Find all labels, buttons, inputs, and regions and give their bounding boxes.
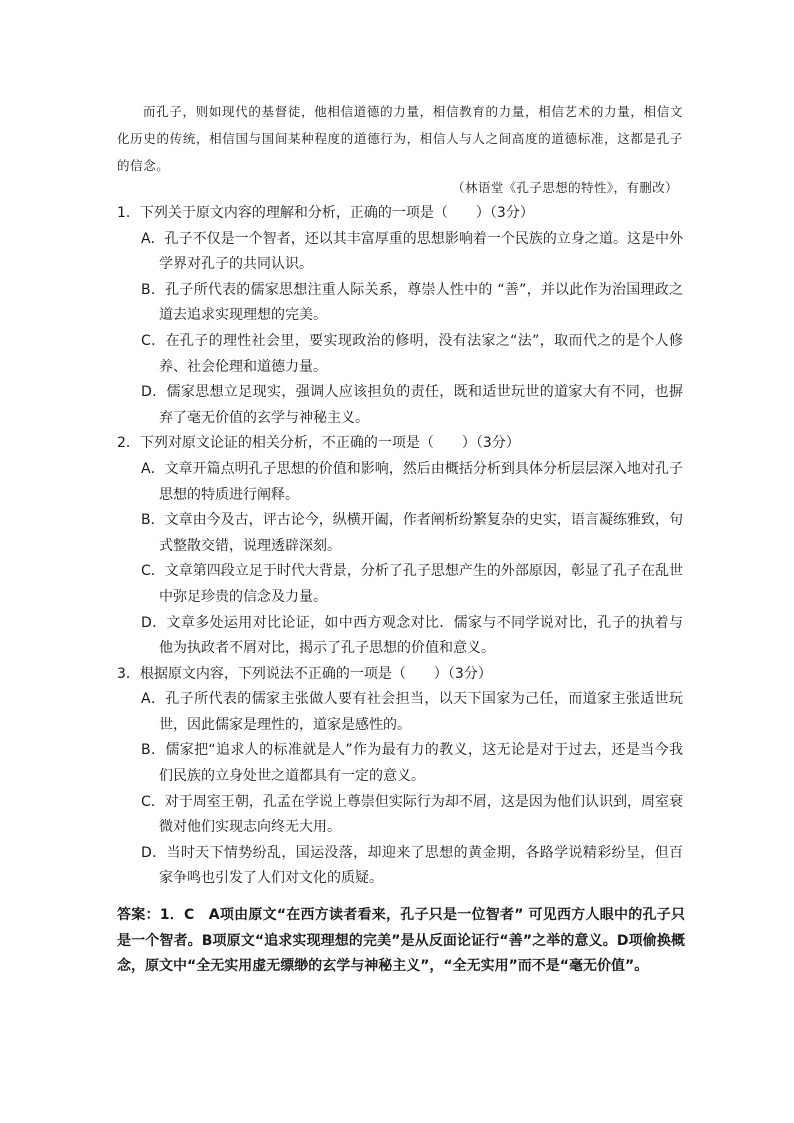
option-d: D．当时天下情势纷乱，国运没落，却迎来了思想的黄金期，各路学说精彩纷呈，但百家争鸣也引发了人们对文化的质疑。 [141, 844, 683, 887]
question-1 [117, 201, 683, 431]
option-b: B．儒家把“追求人的标准就是人”作为最有力的教义，这无论是对于过去，还是当今我们民族的立身处世之道都具有一定的意义。 [141, 742, 683, 785]
option-a: A．孔子所代表的儒家主张做人要有社会担当，以天下国家为己任，而道家主张适世玩世，因此儒家是理性的，道家是感性的。 [141, 691, 683, 733]
option-c: C．文章第四段立足于时代大背景，分析了孔子思想产生的外部原因，彰显了孔子在乱世中弥足珍贵的信念及力量。 [141, 563, 683, 605]
passage-paragraph: 而孔子，则如现代的基督徒，他相信道德的力量，相信教育的力量，相信艺术的力量，相信文化历史的传统，相信国与国间某种程度的道德行为，相信人与人之间高度的道德标准，这都是孔子的信念。 [117, 104, 683, 173]
question-3 [117, 662, 683, 892]
option-c: C．在孔子的理性社会里，要实现政治的修明，没有法家之“法”，取而代之的是个人修养、社会伦理和道德力量。 [141, 332, 683, 375]
option-b: B．孔子所代表的儒家思想注重人际关系，尊崇人性中的 “善”，并以此作为治国理政之道去追求实现理想的完美。 [141, 281, 683, 324]
question-stem: 3．根据原文内容，下列说法不正确的一项是（ ）（3分） [117, 665, 492, 682]
option-a: A．文章开篇点明孔子思想的价值和影响，然后由概括分析到具体分析层层深入地对孔子思想的特质进行阐释。 [141, 460, 683, 503]
option-b: B．文章由今及古，评古论今，纵横开阖，作者阐析纷繁复杂的史实，语言凝练雅致，句式整散交错，说理透辟深刻。 [141, 512, 683, 554]
question-list [117, 201, 683, 892]
question-2 [117, 431, 683, 661]
question-stem: 2．下列对原文论证的相关分析，不正确的一项是（ ）（3分） [117, 435, 520, 452]
option-a: A．孔子不仅是一个智者，还以其丰富厚重的思想影响着一个民族的立身之道。这是中外学界对孔子的共同认识。 [141, 230, 683, 273]
question-stem: 1．下列关于原文内容的理解和分析，正确的一项是（ ）（3分） [117, 205, 534, 221]
option-d: D．儒家思想立足现实，强调人应该担负的责任，既和适世玩世的道家大有不同，也摒弃了毫无价值的玄学与神秘主义。 [141, 384, 683, 426]
option-c: C．对于周室王朝，孔孟在学说上尊崇但实际行为却不屑，这是因为他们认识到，周室衰微对他们实现志向终无大用。 [141, 793, 683, 836]
passage-source: （林语堂《孔子思想的特性》，有删改） [452, 180, 678, 195]
answer-explanation: 答案：1．C A项由原文“在西方读者看来，孔子只是一位智者” 可见西方人眼中的孔子只是一个智者。B项原文“追求实现理想的完美”是从反面论证行“善”之举的意义。D项偷换概念，原文中“全无实用虚无缥缈的玄学与神秘主义”，“全无实用”而不是“毫无价值”。 [117, 907, 685, 975]
option-d: D．文章多处运用对比论证，如中西方观念对比．儒家与不同学说对比，孔子的执着与他为执政者不屑对比，揭示了孔子思想的价值和意义。 [141, 614, 683, 657]
